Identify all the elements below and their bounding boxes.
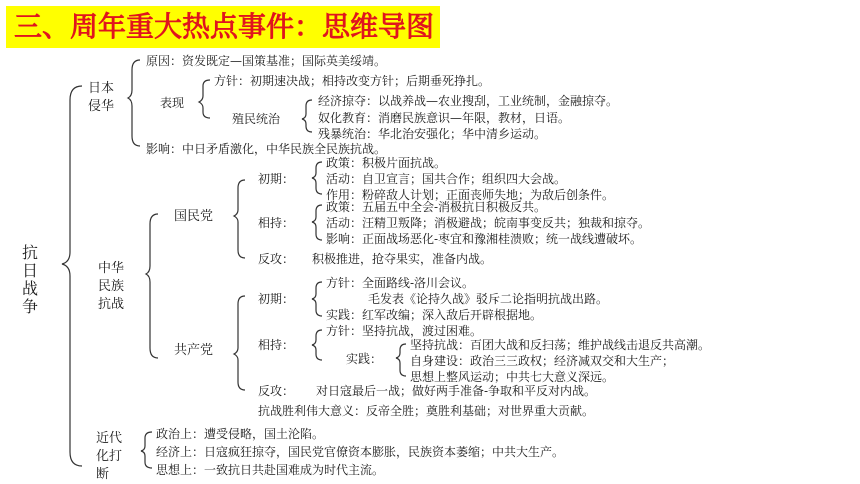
root-char: 战 — [22, 279, 39, 298]
japan-performance: 表现 — [160, 96, 185, 110]
japan-colonial: 殖民统治 — [232, 112, 281, 126]
ccp-early: 初期： — [258, 292, 295, 306]
ccp-early-item: 实践：红军改编；深入敌后开辟根据地。 — [326, 308, 543, 322]
ccp-early-item: 毛发表《论持久战》驳斥二论指明抗战出路。 — [368, 292, 609, 306]
ccp-practice-item: 坚持抗战：百团大战和反扫荡；维护战线击退反共高潮。 — [410, 338, 711, 352]
kmt-stalemate-item: 政策：五届五中全会-消极抗日积极反共。 — [326, 200, 547, 214]
ccp-counter: 反攻： — [258, 384, 295, 398]
root-char: 抗 — [22, 243, 39, 262]
kmt-counter-text: 积极推进，抢夺果实，准备内战。 — [312, 252, 493, 266]
japan-label: 侵华 — [88, 99, 115, 114]
kmt-label: 国民党 — [174, 209, 214, 224]
japan-education: 奴化教育：消磨民族意识—年限，教材，日语。 — [318, 111, 571, 125]
kmt-stalemate: 相持： — [258, 216, 295, 230]
ccp-stalemate-policy: 方针：坚持抗战，渡过困难。 — [326, 324, 483, 338]
modern-label: 断 — [96, 467, 110, 482]
kmt-stalemate-item: 活动：汪精卫叛降；消极避战；皖南事变反共；独裁和掠夺。 — [326, 216, 651, 230]
modern-item: 思想上：一致抗日共赴国难成为时代主流。 — [156, 463, 385, 477]
modern-item: 政治上：遭受侵略，国土沦陷。 — [156, 427, 325, 441]
nation-label: 抗战 — [98, 297, 125, 312]
japan-policy: 方针：初期速决战；相持改变方针；后期垂死挣扎。 — [214, 74, 491, 88]
japan-brutal: 残暴统治：华北治安强化；华中清乡运动。 — [318, 127, 547, 141]
ccp-stalemate: 相持： — [258, 338, 295, 352]
ccp-practice: 实践： — [346, 352, 383, 366]
root-char: 争 — [22, 297, 39, 316]
kmt-counter: 反攻： — [258, 252, 295, 266]
nation-label: 民族 — [98, 279, 125, 294]
ccp-significance: 抗战胜利伟大意义：反帝全胜；奠胜利基础；对世界重大贡献。 — [258, 404, 595, 418]
nation-label: 中华 — [98, 261, 125, 276]
kmt-early-item: 政策：积极片面抗战。 — [326, 156, 447, 170]
japan-impact: 影响：中日矛盾激化，中华民族全民族抗战。 — [146, 142, 387, 156]
modern-label: 近代 — [96, 431, 123, 446]
ccp-practice-item: 思想上整风运动；中共七大意义深远。 — [410, 370, 615, 384]
kmt-stalemate-item: 影响：正面战场恶化-枣宜和豫湘桂溃败；统一战线遭破坏。 — [326, 232, 643, 246]
kmt-early: 初期： — [258, 172, 295, 186]
ccp-early-item: 方针：全面路线-洛川会议。 — [326, 276, 475, 290]
japan-economy: 经济掠夺：以战养战—农业搜刮，工业统制，金融掠夺。 — [318, 94, 619, 108]
modern-item: 经济上：日寇疯狂掠夺，国民党官僚资本膨胀，民族资本萎缩；中共大生产。 — [156, 445, 565, 459]
page-title: 三、周年重大热点事件：思维导图 — [6, 6, 440, 48]
root-char: 日 — [22, 261, 39, 280]
kmt-early-item: 活动：自卫宣言；国共合作；组织四大会战。 — [326, 172, 567, 186]
ccp-counter-text: 对日寇最后一战；做好两手准备-争取和平反对内战。 — [316, 384, 597, 398]
japan-label: 日本 — [88, 81, 115, 96]
ccp-label: 共产党 — [174, 343, 214, 358]
kmt-early-item: 作用：粉碎敌人计划；正面丧师失地；为敌后创条件。 — [326, 188, 615, 202]
japan-cause: 原因：资发既定—国策基准；国际英美绥靖。 — [146, 54, 387, 68]
ccp-practice-item: 自身建设：政治三三政权；经济减双交和大生产； — [410, 354, 675, 368]
modern-label: 化打 — [96, 449, 123, 464]
